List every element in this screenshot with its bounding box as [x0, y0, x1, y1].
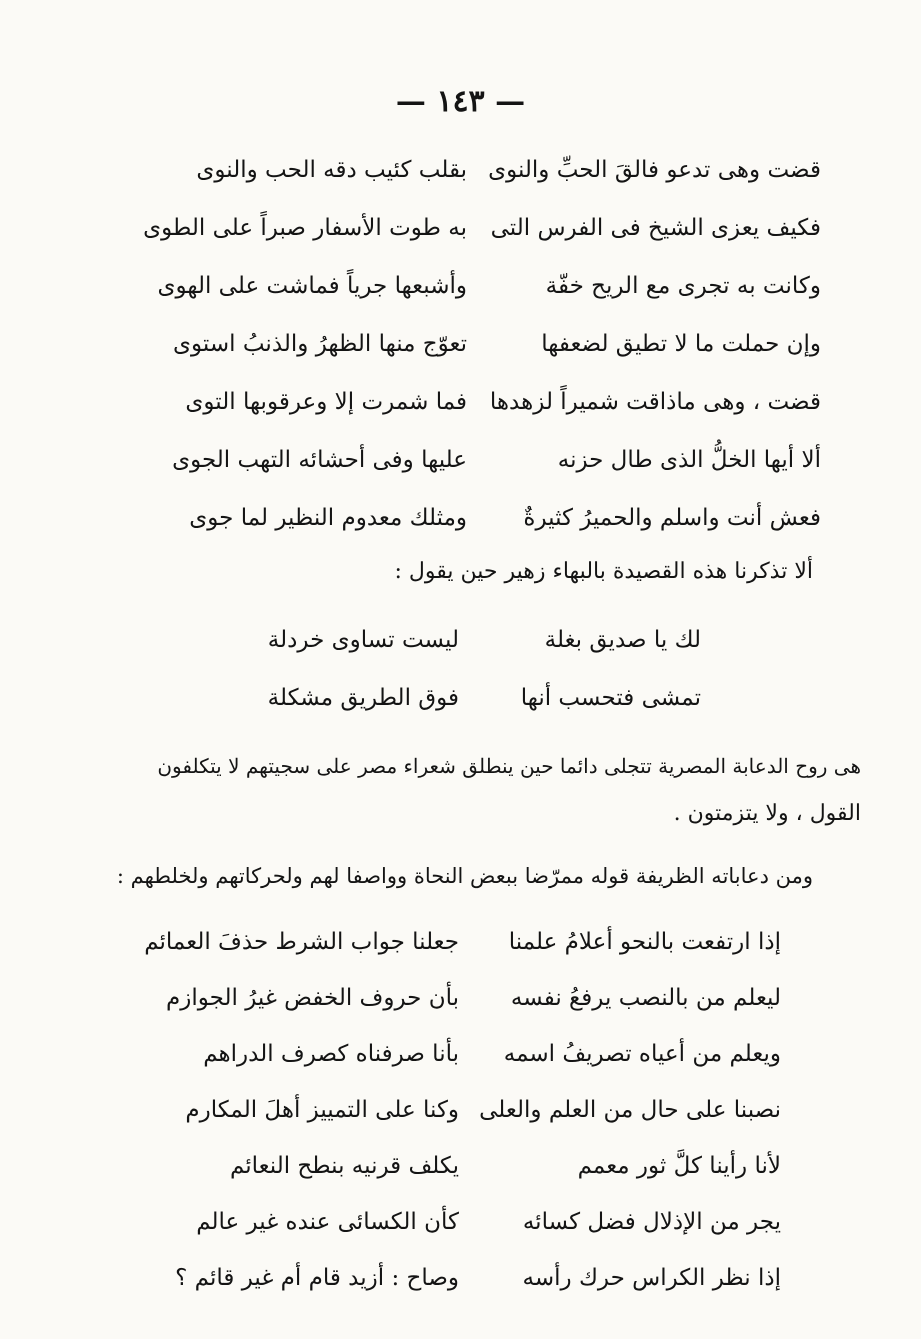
- first-hemistich: تمشى فتحسب أنها: [520, 685, 701, 711]
- first-hemistich: ليعلم من بالنصب يرفعُ نفسه: [510, 985, 781, 1011]
- second-hemistich: تعوّج منها الظهرُ والذنبُ استوى: [173, 331, 467, 357]
- first-hemistich: ألا أيها الخلُّ الذى طال حزنه: [557, 447, 821, 473]
- couplet: [0, 208, 921, 258]
- first-hemistich: وكانت به تجرى مع الريح خفّة: [545, 273, 821, 299]
- first-hemistich: يجر من الإذلال فضل كسائه: [522, 1209, 781, 1235]
- couplet: [0, 150, 921, 200]
- first-hemistich: فعش أنت واسلم والحميرُ كثيرةٌ: [523, 505, 821, 531]
- second-hemistich: جعلنا جواب الشرط حذفَ العمائم: [144, 929, 459, 955]
- second-hemistich: وصاح : أزيد قام أم غير قائم ؟: [175, 1265, 459, 1291]
- couplet: [0, 440, 921, 490]
- couplet: [0, 1202, 921, 1252]
- first-hemistich: ويعلم من أعياه تصريفُ اسمه: [503, 1041, 781, 1067]
- couplet: [0, 1146, 921, 1196]
- couplet: [0, 1034, 921, 1084]
- second-hemistich: بأنا صرفناه كصرف الدراهم: [203, 1041, 459, 1067]
- couplet: [0, 978, 921, 1028]
- couplet: [0, 324, 921, 374]
- page-number: — ١٤٣ —: [395, 84, 526, 119]
- couplet: [0, 382, 921, 432]
- paragraph-line: هى روح الدعابة المصرية تتجلى دائما حين ينطلق شعراء مصر على سجيتهم لا يتكلفون: [157, 754, 861, 778]
- couplet: [0, 1090, 921, 1140]
- couplet: [0, 266, 921, 316]
- first-hemistich: قضت وهى تدعو فالقَ الحبِّ والنوى: [488, 157, 821, 183]
- first-hemistich: وإن حملت ما لا تطيق لضعفها: [541, 331, 821, 357]
- second-hemistich: كأن الكسائى عنده غير عالم: [196, 1209, 459, 1235]
- first-hemistich: إذا نظر الكراس حرك رأسه: [522, 1265, 781, 1291]
- first-hemistich: لك يا صديق بغلة: [544, 627, 701, 653]
- first-hemistich: قضت ، وهى ماذاقت شميراً لزهدها: [489, 389, 821, 415]
- second-hemistich: به طوت الأسفار صبراً على الطوى: [143, 215, 467, 241]
- second-hemistich: عليها وفى أحشائه التهب الجوى: [172, 447, 467, 473]
- second-hemistich: بأن حروف الخفض غيرُ الجوازم: [166, 985, 459, 1011]
- second-hemistich: بقلب كئيب دقه الحب والنوى: [196, 157, 467, 183]
- couplet: [0, 620, 921, 670]
- second-hemistich: يكلف قرنيه بنطح النعائم: [229, 1153, 459, 1179]
- couplet: [0, 498, 921, 548]
- first-hemistich: إذا ارتفعت بالنحو أعلامُ علمنا: [508, 929, 781, 955]
- intro-line: ألا تذكرنا هذه القصيدة بالبهاء زهير حين يقول :: [394, 559, 813, 584]
- second-hemistich: فما شمرت إلا وعرقوبها التوى: [185, 389, 467, 415]
- first-hemistich: فكيف يعزى الشيخ فى الفرس التى: [490, 215, 821, 241]
- couplet: [0, 922, 921, 972]
- second-hemistich: وأشبعها جرياً فماشت على الهوى: [157, 273, 467, 299]
- first-hemistich: لأنا رأينا كلَّ ثور معمم: [577, 1153, 781, 1179]
- second-hemistich: فوق الطريق مشكلة: [267, 685, 459, 711]
- couplet: [0, 1258, 921, 1308]
- paragraph-line: القول ، ولا يتزمتون .: [673, 801, 861, 826]
- second-hemistich: ليست تساوى خردلة: [267, 627, 459, 653]
- first-hemistich: نصبنا على حال من العلم والعلى: [479, 1097, 781, 1123]
- couplet: [0, 678, 921, 728]
- second-hemistich: وكنا على التمييز أهلَ المكارم: [185, 1097, 459, 1123]
- second-hemistich: ومثلك معدوم النظير لما جوى: [189, 505, 467, 531]
- intro-line: ومن دعاباته الظريفة قوله ممرّضا ببعض النحاة وواصفا لهم ولحركاتهم ولخلطهم :: [116, 864, 813, 888]
